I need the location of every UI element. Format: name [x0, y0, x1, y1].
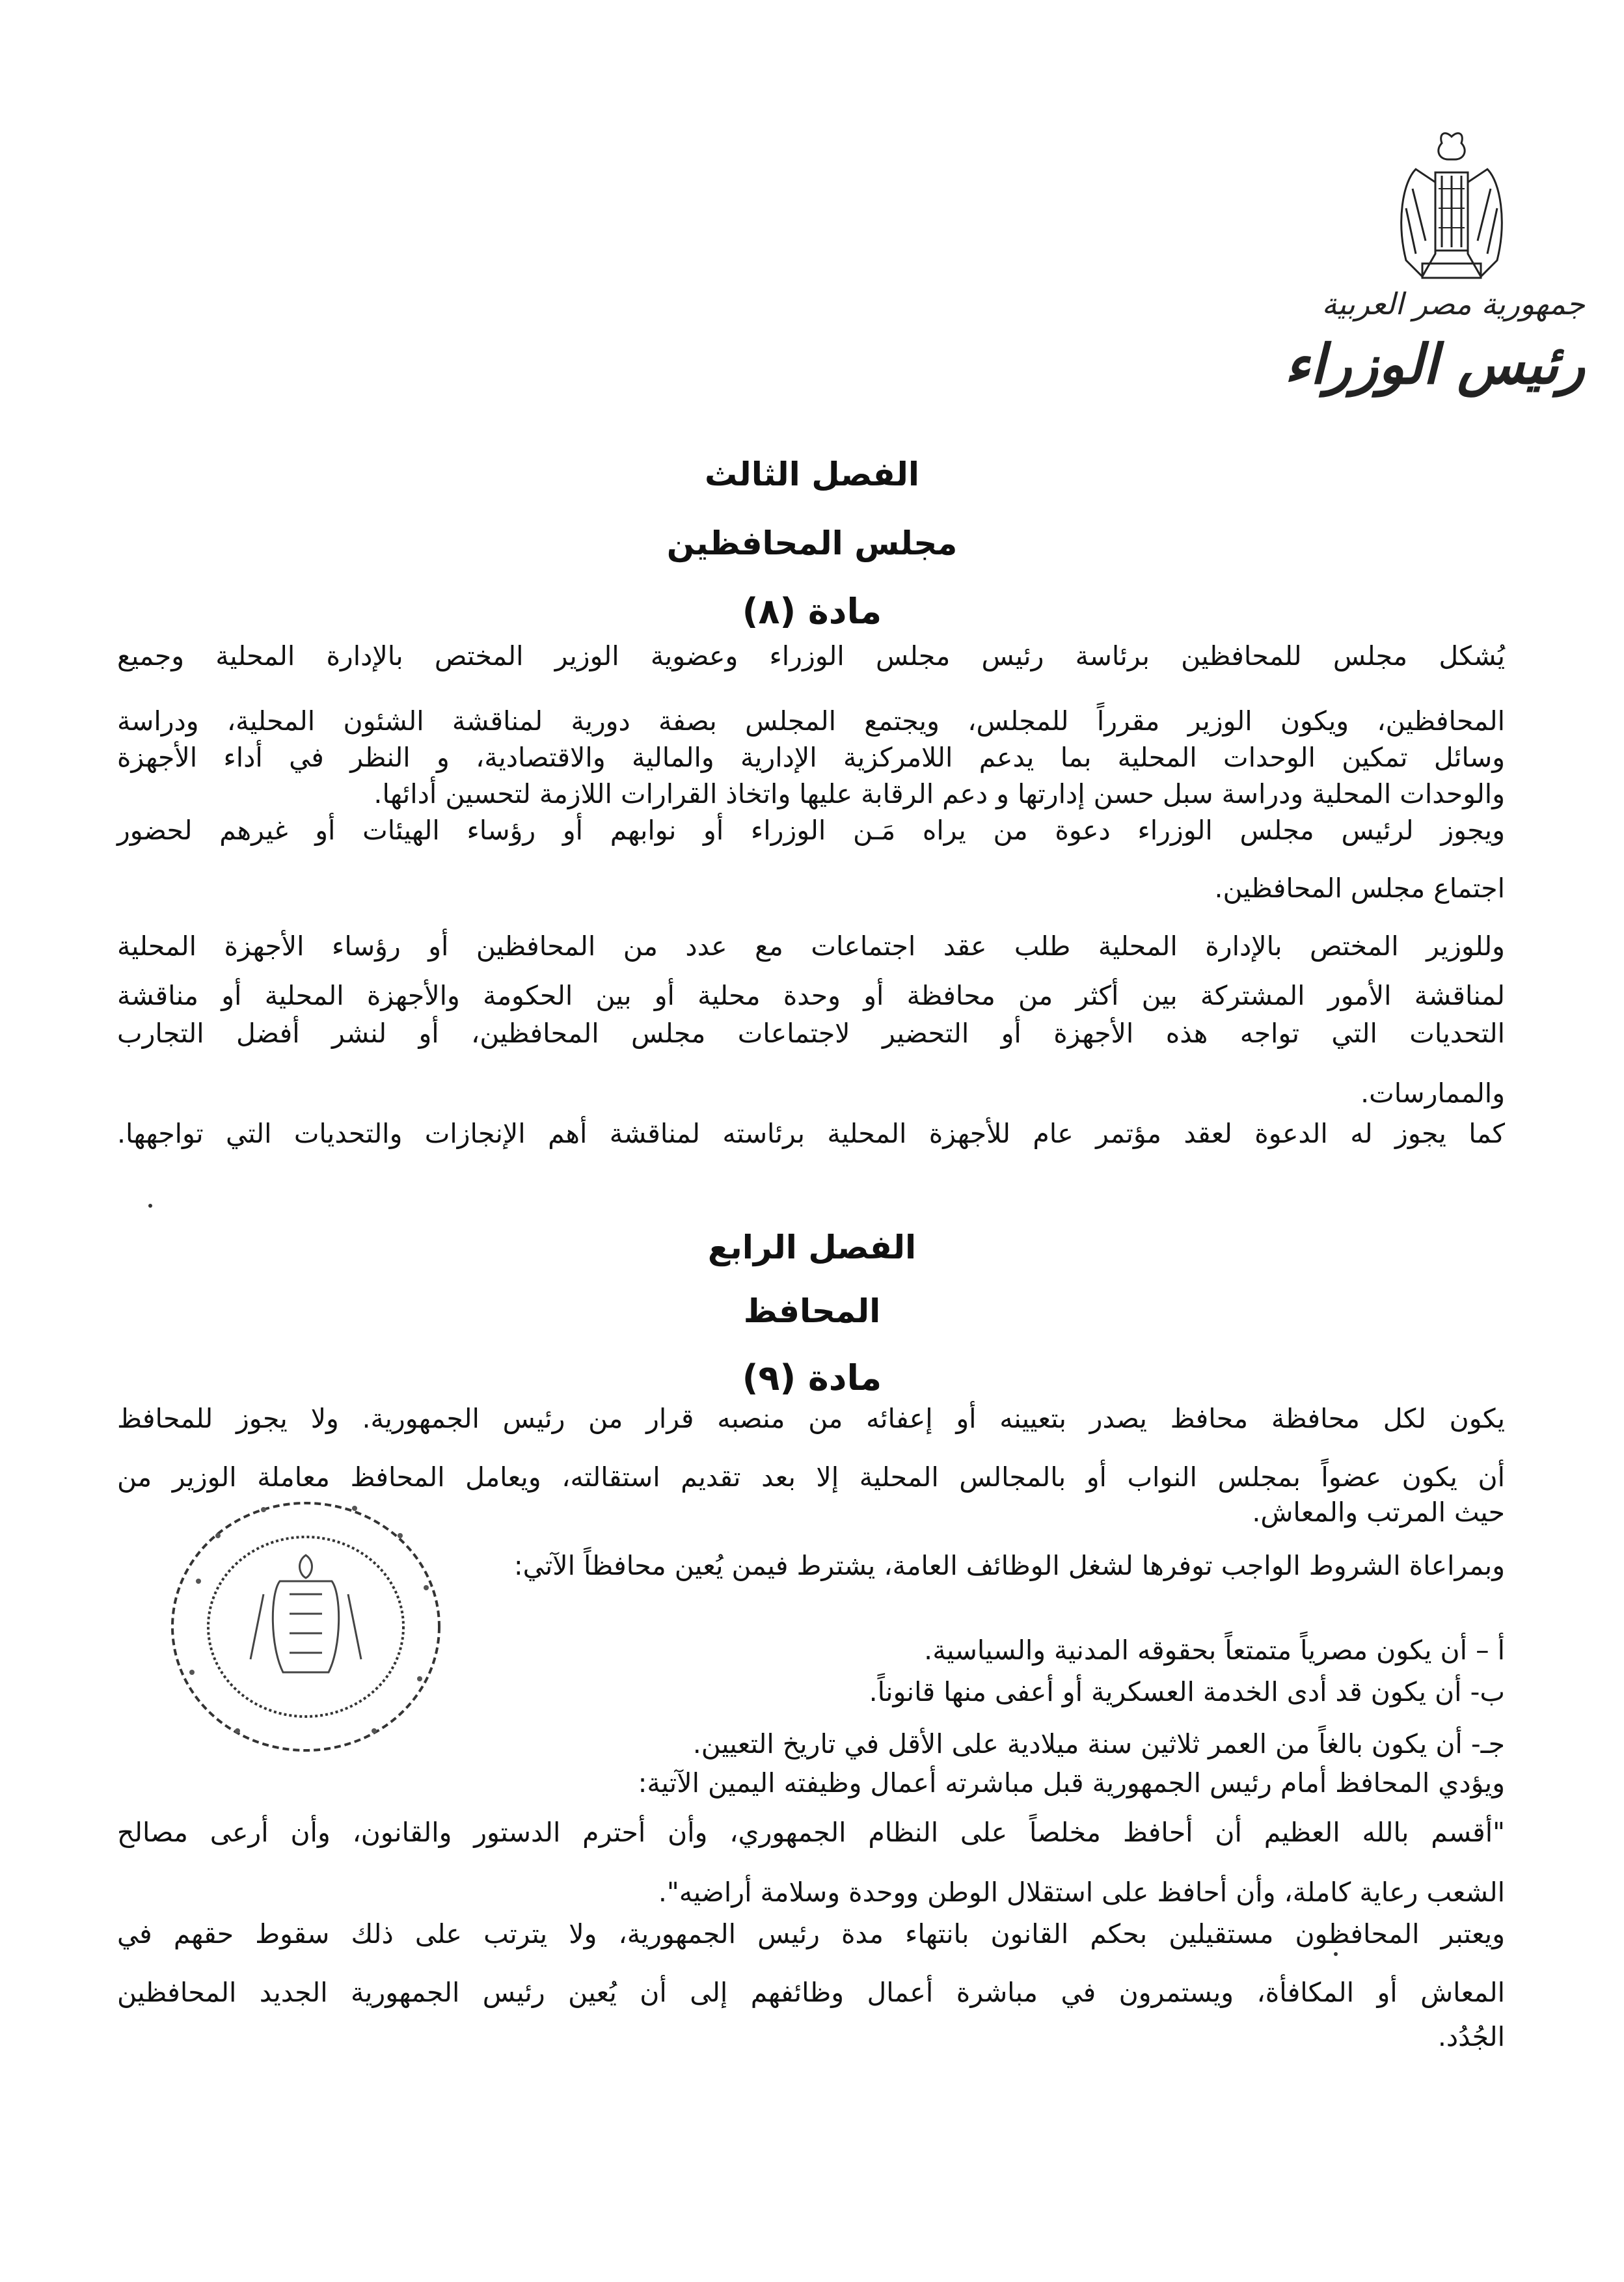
article-8-line-2: المحافظين، ويكون الوزير مقرراً للمجلس، ويجتمع المجلس بصفة دورية لمناقشة الشئون المحلية، ودراسة: [117, 705, 1505, 737]
article-8-line-9: التحديات التي تواجه هذه الأجهزة أو التحضير لاجتماعات مجلس المحافظين، أو لنشر أفضل التجارب: [117, 1018, 1505, 1049]
article-9-line-2: أن يكون عضواً بمجلس النواب أو بالمجالس المحلية إلا بعد تقديم استقالته، ويعامل المحافظ معاملة الوزير من: [117, 1461, 1505, 1493]
article-8-line-11: كما يجوز له الدعوة لعقد مؤتمر عام للأجهزة المحلية برئاسته لمناقشة أهم الإنجازات والتحديات التي تواجهها.: [117, 1118, 1505, 1149]
article-8-line-7: وللوزير المختص بالإدارة المحلية طلب عقد اجتماعات مع عدد من المحافظين أو رؤساء الأجهزة المحلية: [117, 930, 1505, 962]
article-8-line-1: يُشكل مجلس للمحافظين برئاسة رئيس مجلس الوزراء وعضوية الوزير المختص بالإدارة المحلية وجميع: [117, 640, 1505, 672]
article-9-line-oath-1: "أقسم بالله العظيم أن أحافظ مخلصاً على النظام الجمهوري، وأن أحترم الدستور والقانون، وأن أرعى مصالح: [117, 1817, 1505, 1848]
scan-speck: [1334, 1952, 1338, 1956]
article-9-item-c: جـ- أن يكون بالغاً من العمر ثلاثين سنة ميلادية على الأقل في تاريخ التعيين.: [692, 1728, 1505, 1759]
article-9-line-1: يكون لكل محافظة محافظ يصدر بتعيينه أو إعفائه من منصبه قرار من رئيس الجمهورية. ولا يجوز للمحافظ: [117, 1403, 1505, 1434]
article-9-line-oath-intro: ويؤدي المحافظ أمام رئيس الجمهورية قبل مباشرته أعمال وظيفته اليمين الآتية:: [638, 1767, 1505, 1799]
article-8-line-5: ويجوز لرئيس مجلس الوزراء دعوة من يراه مَـن الوزراء أو نوابهم أو رؤساء الهيئات أو غيرهم لحضور: [117, 815, 1505, 846]
scan-speck: [148, 1204, 152, 1208]
chapter-4-subtitle: المحافظ: [743, 1292, 881, 1330]
egypt-eagle-emblem-icon: [1377, 124, 1526, 293]
chapter-3-title: الفصل الثالث: [704, 455, 919, 493]
article-9-title: مادة (٩): [742, 1357, 882, 1398]
country-handwritten: جمهورية مصر العربية: [1321, 286, 1585, 321]
article-9-line-11: المعاش أو المكافأة، ويستمرون في مباشرة أعمال وظائفهم إلى أن يُعين رئيس الجمهورية الجديد المحافظين: [117, 1977, 1505, 2008]
article-9-line-3: حيث المرتب والمعاش.: [1252, 1497, 1505, 1528]
header-handwriting: [1284, 286, 1585, 436]
article-9-line-10: ويعتبر المحافظون مستقيلين بحكم القانون بانتهاء مدة رئيس الجمهورية، ولا يترتب على ذلك سقوط حقهم في: [117, 1918, 1505, 1949]
office-handwritten: رئيس الوزراء: [1284, 332, 1585, 396]
article-9-line-oath-2: الشعب رعاية كاملة، وأن أحافظ على استقلال الوطن ووحدة وسلامة أراضيه".: [658, 1877, 1505, 1908]
article-8-line-6: اجتماع مجلس المحافظين.: [1214, 873, 1505, 904]
article-8-line-4: والوحدات المحلية ودراسة سبل حسن إدارتها و دعم الرقابة عليها واتخاذ القرارات اللازمة لتحسين أدائها.: [373, 778, 1505, 809]
article-8-title: مادة (٨): [742, 591, 882, 632]
article-9-item-b: ب- أن يكون قد أدى الخدمة العسكرية أو أعفى منها قانوناً.: [869, 1676, 1505, 1707]
chapter-3-subtitle: مجلس المحافظين: [666, 524, 958, 562]
chapter-4-title: الفصل الرابع: [707, 1229, 917, 1266]
article-8-line-10: والممارسات.: [1360, 1078, 1505, 1109]
article-9-item-a: أ – أن يكون مصرياً متمتعاً بحقوقه المدنية والسياسية.: [924, 1635, 1505, 1666]
article-9-line-4: وبمراعاة الشروط الواجب توفرها لشغل الوظائف العامة، يشترط فيمن يُعين محافظاً الآتي:: [513, 1550, 1505, 1581]
article-9-line-12: الجُدُد.: [1437, 2021, 1505, 2052]
article-8-line-3: وسائل تمكين الوحدات المحلية بما يدعم اللامركزية الإدارية والمالية والاقتصادية، و النظر في أداء الأجهزة: [117, 742, 1505, 773]
official-seal-stamp-icon: [159, 1490, 459, 1763]
article-8-line-8: لمناقشة الأمور المشتركة بين أكثر من محافظة أو وحدة محلية أو بين الحكومة والأجهزة المحلية أو مناقشة: [117, 980, 1505, 1011]
